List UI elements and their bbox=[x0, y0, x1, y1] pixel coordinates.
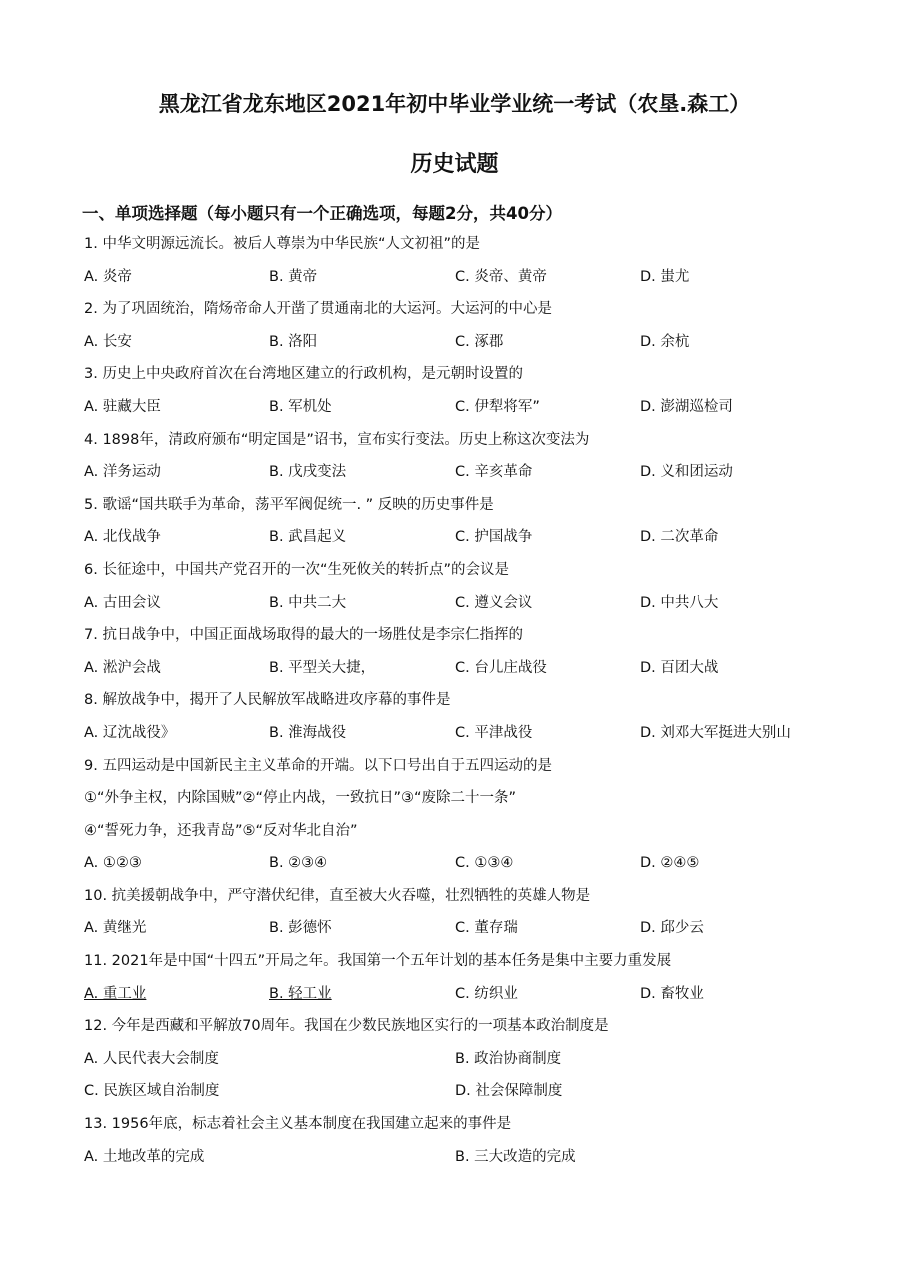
answer-option: C. ①③④ bbox=[455, 855, 514, 872]
answer-option: B. 洛阳 bbox=[269, 333, 318, 350]
answer-option: A. 北伐战争 bbox=[84, 529, 161, 546]
question-stem-continued: ①“外争主权，内除国贼”②“停止内战，一致抗日”③“废除二十一条” bbox=[84, 790, 517, 807]
question-stem: 13. 1956年底，标志着社会主义基本制度在我国建立起来的事件是 bbox=[84, 1116, 512, 1133]
question-options-row bbox=[84, 587, 844, 620]
answer-option: B. 轻工业 bbox=[269, 985, 332, 1002]
answer-option: B. 三大改造的完成 bbox=[455, 1148, 576, 1165]
answer-option: D. 刘邓大军挺进大别山 bbox=[640, 724, 791, 741]
answer-option: C. 纺织业 bbox=[455, 985, 518, 1002]
answer-option: D. 义和团运动 bbox=[640, 464, 733, 481]
question-stem: 1. 中华文明源远流长。被后人尊崇为中华民族“人文初祖”的是 bbox=[84, 236, 480, 252]
answer-option: A. 淞沪会战 bbox=[84, 659, 161, 676]
answer-option: B. 黄帝 bbox=[269, 268, 318, 285]
answer-option: D. 中共八大 bbox=[640, 594, 719, 611]
answer-option: A. 炎帝 bbox=[84, 268, 132, 285]
question-stem: 11. 2021年是中国“十四五”开局之年。我国第一个五年计划的基本任务是集中主要力重发展 bbox=[84, 953, 672, 970]
answer-option: B. 政治协商制度 bbox=[455, 1050, 562, 1067]
question-stem: 8. 解放战争中，揭开了人民解放军战略进攻序幕的事件是 bbox=[84, 692, 451, 709]
question-stem: 6. 长征途中，中国共产党召开的一次“生死攸关的转折点”的会议是 bbox=[84, 561, 509, 578]
answer-option: A. 黄继光 bbox=[84, 920, 147, 937]
answer-option: B. 军机处 bbox=[269, 398, 332, 415]
answer-option: D. 余杭 bbox=[640, 333, 690, 350]
answer-option: D. 畜牧业 bbox=[640, 985, 704, 1002]
question-options-row bbox=[84, 1141, 844, 1174]
question-options-row bbox=[84, 1075, 844, 1108]
answer-option: D. 二次革命 bbox=[640, 529, 719, 546]
question-options-row bbox=[84, 391, 844, 424]
answer-option: D. 百团大战 bbox=[640, 659, 719, 676]
answer-option: A. 人民代表大会制度 bbox=[84, 1050, 219, 1067]
answer-option: D. ②④⑤ bbox=[640, 855, 700, 872]
answer-option: A. 辽沈战役》 bbox=[84, 724, 176, 741]
question-stem: 3. 历史上中央政府首次在台湾地区建立的行政机构，是元朝时设置的 bbox=[84, 366, 523, 383]
answer-option: C. 护国战争 bbox=[455, 529, 533, 546]
question-options-row bbox=[84, 717, 844, 750]
answer-option: C. 炎帝、黄帝 bbox=[455, 268, 547, 285]
exam-title: 黑龙江省龙东地区2021年初中毕业学业统一考试（农垦.森工） bbox=[158, 92, 751, 116]
answer-option: D. 澎湖巡检司 bbox=[640, 398, 733, 415]
answer-option: C. 遵义会议 bbox=[455, 594, 533, 611]
question-stem: 12. 今年是西藏和平解放70周年。我国在少数民族地区实行的一项基本政治制度是 bbox=[84, 1018, 609, 1035]
question-stem-continued: ④“誓死力争，还我青岛”⑤“反对华北自治” bbox=[84, 822, 358, 839]
answer-option: A. 洋务运动 bbox=[84, 464, 161, 481]
answer-option: C. 台儿庄战役 bbox=[455, 659, 547, 676]
answer-option: C. 董存瑞 bbox=[455, 920, 518, 937]
answer-option: C. 平津战役 bbox=[455, 724, 533, 741]
answer-option: B. 武昌起义 bbox=[269, 529, 347, 546]
question-stem: 2. 为了巩固统治，隋炀帝命人开凿了贯通南北的大运河。大运河的中心是 bbox=[84, 301, 552, 318]
answer-option: B. 淮海战役 bbox=[269, 724, 347, 741]
answer-option: B. 戊戌变法 bbox=[269, 464, 347, 481]
answer-option: A. 重工业 bbox=[84, 985, 147, 1002]
question-options-row bbox=[84, 912, 844, 945]
answer-option: A. 土地改革的完成 bbox=[84, 1148, 205, 1165]
question-options-row bbox=[84, 521, 844, 554]
exam-subject-title: 历史试题 bbox=[410, 152, 499, 177]
question-options-row bbox=[84, 652, 844, 685]
question-stem: 9. 五四运动是中国新民主主义革命的开端。以下口号出自于五四运动的是 bbox=[84, 757, 552, 774]
answer-option: B. 彭德怀 bbox=[269, 920, 332, 937]
answer-option: C. 涿郡 bbox=[455, 333, 504, 350]
question-stem: 4. 1898年，清政府颁布“明定国是”诏书，宣布实行变法。历史上称这次变法为 bbox=[84, 431, 590, 448]
question-options-row bbox=[84, 978, 844, 1011]
question-options-row bbox=[84, 261, 844, 294]
question-list bbox=[84, 228, 844, 1173]
question-options-row bbox=[84, 456, 844, 489]
answer-option: B. 中共二大 bbox=[269, 594, 347, 611]
answer-option: A. ①②③ bbox=[84, 855, 142, 872]
answer-option: D. 邱少云 bbox=[640, 920, 704, 937]
question-options-row bbox=[84, 326, 844, 359]
answer-option: B. 平型关大捷， bbox=[269, 659, 376, 676]
question-stem: 7. 抗日战争中，中国正面战场取得的最大的一场胜仗是李宗仁指挥的 bbox=[84, 627, 523, 644]
answer-option: D. 蚩尤 bbox=[640, 268, 690, 285]
answer-option: A. 长安 bbox=[84, 333, 132, 350]
question-stem: 5. 歌谣“国共联手为革命，荡平军阀促统一. ” 反映的历史事件是 bbox=[84, 496, 494, 513]
question-stem: 10. 抗美援朝战争中，严守潜伏纪律，直至被大火吞噬，壮烈牺牲的英雄人物是 bbox=[84, 887, 591, 904]
question-options-row bbox=[84, 847, 844, 880]
section-heading: 一、单项选择题（每小题只有一个正确选项，每题2分，共40分） bbox=[82, 204, 562, 223]
answer-option: A. 古田会议 bbox=[84, 594, 161, 611]
question-options-row bbox=[84, 1043, 844, 1076]
answer-option: D. 社会保障制度 bbox=[455, 1083, 563, 1100]
answer-option: A. 驻藏大臣 bbox=[84, 398, 161, 415]
answer-option: C. 辛亥革命 bbox=[455, 464, 533, 481]
answer-option: C. 民族区域自治制度 bbox=[84, 1083, 220, 1100]
answer-option: C. 伊犁将军” bbox=[455, 398, 540, 415]
answer-option: B. ②③④ bbox=[269, 855, 328, 872]
